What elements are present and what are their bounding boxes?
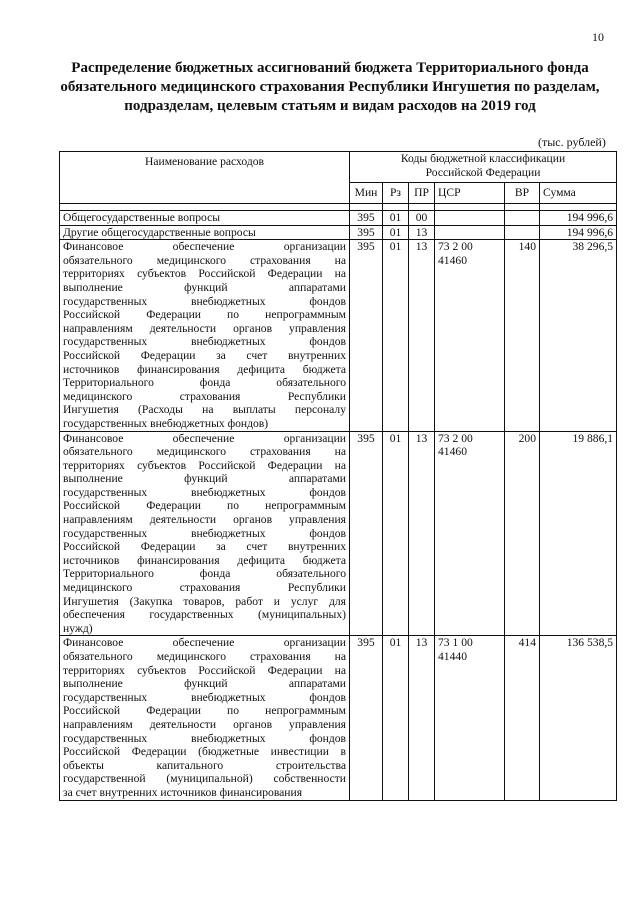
- expense-name-line: территориях субъектов Российской Федерации на: [63, 267, 346, 281]
- expense-name-line: территориях субъектов Российской Федерации на: [63, 663, 346, 677]
- expense-name-line: медицинского страхования Республики: [63, 581, 346, 595]
- expense-name-line: Территориального фонда обязательного: [63, 376, 346, 390]
- code-csr-line-1: 73 2 00: [438, 431, 473, 445]
- expense-name-line: обеспечения государственных (муниципальных): [63, 608, 346, 622]
- expense-name-line: Российской Федерации за счет внутренних: [63, 540, 346, 554]
- title-line-1: Распределение бюджетных ассигнований бюджета Территориального фонда: [71, 60, 589, 76]
- code-rz: 01: [383, 636, 409, 800]
- amount: 19 886,1: [540, 431, 617, 636]
- expense-name-line: выполнение функций аппаратами: [63, 280, 346, 294]
- expense-name-line: Российской Федерации за счет внутренних: [63, 348, 346, 362]
- code-csr-line-2: 41440: [438, 650, 467, 663]
- expense-name-line: выполнение функций аппаратами: [63, 472, 346, 486]
- code-vr: 140: [505, 240, 540, 431]
- code-vr: [505, 211, 540, 226]
- page-number: 10: [592, 30, 604, 44]
- code-vr: 200: [505, 431, 540, 636]
- expense-name-line: государственных внебюджетных фондов): [63, 416, 269, 430]
- table-body: [60, 211, 617, 801]
- code-csr-line-1: 73 2 00: [438, 240, 473, 254]
- expense-name-line: источников финансирования дефицита бюджета: [63, 553, 346, 567]
- header-csr: ЦСР: [435, 183, 505, 204]
- expense-name-line: объекты капитального строительства: [63, 758, 346, 772]
- code-csr: [435, 431, 505, 636]
- code-pr: 13: [409, 431, 435, 636]
- expense-name-line: Российской Федерации по непрограммным: [63, 499, 346, 513]
- expense-name-line: медицинского страхования Республики: [63, 389, 346, 403]
- header-vr: ВР: [505, 183, 540, 204]
- expense-name-line: государственных внебюджетных фондов: [63, 731, 346, 745]
- code-csr: [435, 636, 505, 800]
- table-row: [60, 211, 617, 226]
- table-row: [60, 225, 617, 240]
- amount: 38 296,5: [540, 240, 617, 431]
- document-title: [50, 59, 610, 116]
- expense-name-line: Финансовое обеспечение организации: [63, 431, 346, 445]
- code-csr-line-2: 41460: [438, 253, 467, 267]
- expense-name-line: государственных внебюджетных фондов: [63, 294, 346, 308]
- expense-name-line: Общегосударственные вопросы: [63, 211, 221, 224]
- code-csr: [435, 211, 505, 226]
- expense-name: [60, 225, 350, 240]
- code-rz: 01: [383, 211, 409, 226]
- expense-name-line: нужд): [63, 621, 93, 635]
- code-vr: [505, 225, 540, 240]
- title-line-3: подразделам, целевым статьям и видам расходов на 2019 год: [124, 98, 536, 114]
- expense-name-line: обязательного медицинского страхования на: [63, 650, 346, 663]
- expense-name-line: государственных внебюджетных фондов: [63, 690, 346, 704]
- units-label: (тыс. рублей): [538, 135, 606, 149]
- code-csr-line-2: 41460: [438, 445, 467, 459]
- header-sum: Сумма: [540, 183, 617, 204]
- amount: 136 538,5: [540, 636, 617, 800]
- expense-name: [60, 240, 350, 431]
- table-row: [60, 240, 617, 431]
- code-rz: 01: [383, 225, 409, 240]
- expense-name-line: государственных внебюджетных фондов: [63, 335, 346, 349]
- expense-name-line: Другие общегосударственные вопросы: [63, 225, 256, 239]
- expense-name-line: территориях субъектов Российской Федерации на: [63, 458, 346, 472]
- header-codes-line-2: Российской Федерации: [425, 165, 541, 179]
- expense-name-line: Российской Федерации по непрограммным: [63, 308, 346, 322]
- title-line-2: обязательного медицинского страхования Республики Ингушетия по разделам,: [60, 79, 600, 95]
- code-min: 395: [350, 240, 383, 431]
- code-min: 395: [350, 211, 383, 226]
- spacer-row: [60, 204, 617, 211]
- header-min: Мин: [350, 183, 383, 204]
- expense-name-line: государственной (муниципальной) собственности: [63, 772, 346, 786]
- expense-name-line: направлениям деятельности органов управления: [63, 321, 346, 335]
- expense-name-line: источников финансирования дефицита бюджета: [63, 362, 346, 376]
- amount: 194 996,6: [540, 225, 617, 240]
- expense-name-line: Территориального фонда обязательного: [63, 567, 346, 581]
- expense-name-line: Финансовое обеспечение организации: [63, 636, 346, 650]
- expense-name-line: Российской Федерации (бюджетные инвестиции в: [63, 745, 346, 759]
- expense-name: [60, 636, 350, 800]
- header-pr: ПР: [409, 183, 435, 204]
- expense-name-line: направлениям деятельности органов управления: [63, 717, 346, 731]
- budget-table: [59, 151, 617, 801]
- expense-name-line: Финансовое обеспечение организации: [63, 240, 346, 254]
- code-pr: 00: [409, 211, 435, 226]
- expense-name-line: выполнение функций аппаратами: [63, 677, 346, 691]
- code-pr: 13: [409, 225, 435, 240]
- expense-name-line: государственных внебюджетных фондов: [63, 485, 346, 499]
- code-pr: 13: [409, 240, 435, 431]
- code-min: 395: [350, 636, 383, 800]
- expense-name-line: государственных внебюджетных фондов: [63, 526, 346, 540]
- amount: 194 996,6: [540, 211, 617, 226]
- expense-name: [60, 211, 350, 226]
- expense-name: [60, 431, 350, 636]
- code-pr: 13: [409, 636, 435, 800]
- expense-name-line: Ингушетия (Расходы на выплаты персоналу: [63, 403, 346, 417]
- code-min: 395: [350, 225, 383, 240]
- header-row-1: [60, 152, 617, 183]
- header-codes-line-1: Коды бюджетной классификации: [400, 152, 566, 165]
- code-csr: [435, 225, 505, 240]
- code-vr: 414: [505, 636, 540, 800]
- expense-name-line: обязательного медицинского страхования на: [63, 253, 346, 267]
- code-csr: [435, 240, 505, 431]
- code-rz: 01: [383, 240, 409, 431]
- header-name: Наименование расходов: [60, 152, 350, 204]
- code-csr-line-1: 73 1 00: [438, 636, 473, 650]
- expense-name-line: Ингушетия (Закупка товаров, работ и услуг для: [63, 594, 346, 608]
- expense-name-line: Российской Федерации по непрограммным: [63, 704, 346, 718]
- table-row: [60, 636, 617, 800]
- header-rz: Рз: [383, 183, 409, 204]
- code-min: 395: [350, 431, 383, 636]
- code-rz: 01: [383, 431, 409, 636]
- header-codes: [350, 152, 617, 183]
- table-row: [60, 431, 617, 636]
- expense-name-line: за счет внутренних источников финансирования: [63, 785, 303, 799]
- expense-name-line: направлениям деятельности органов управления: [63, 513, 346, 527]
- expense-name-line: обязательного медицинского страхования на: [63, 445, 346, 459]
